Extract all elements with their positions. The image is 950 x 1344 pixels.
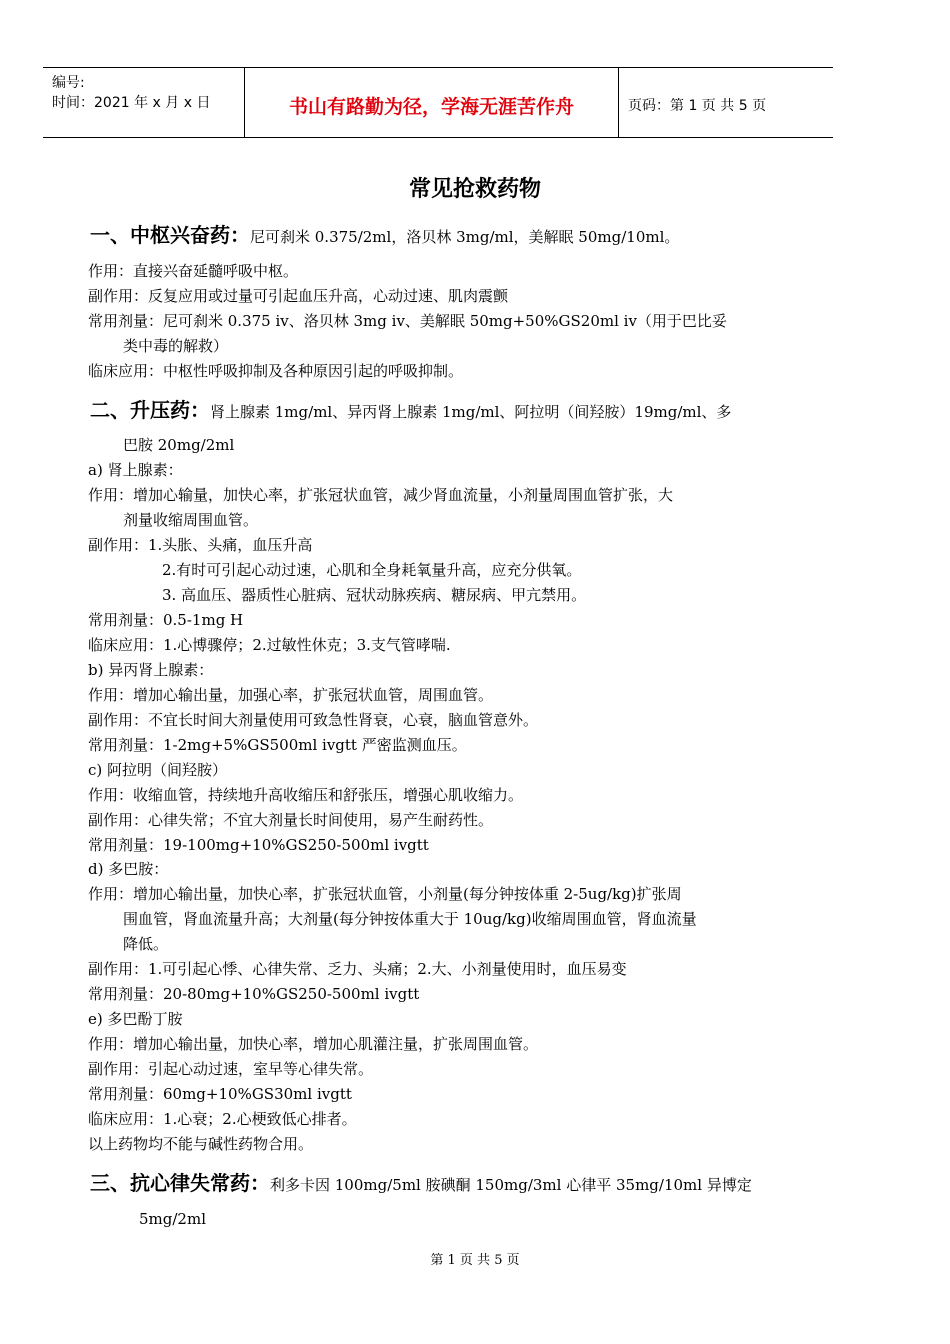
section-1-heading-row [90, 222, 679, 250]
s2e-effect: 作用：增加心输出量，加快心率，增加心肌灌注量，扩张周围血管。 [88, 1035, 539, 1053]
section-3-heading-text: 利多卡因 100mg/5ml 胺碘酮 150mg/3ml 心律平 35mg/10ml 异博定 [270, 1176, 752, 1194]
s2c-side-effect: 副作用：心律失常；不宜大剂量长时间使用，易产生耐药性。 [88, 811, 494, 829]
s2d-title: d) 多巴胺： [88, 860, 169, 878]
document-number-label: 编号: [52, 75, 85, 91]
s1-side-effect: 副作用：反复应用或过量可引起血压升高，心动过速、肌肉震颤 [88, 287, 509, 305]
page-footer: 第 1 页 共 5 页 [430, 1253, 520, 1268]
s2c-effect: 作用：收缩血管，持续地升高收缩压和舒张压，增强心肌收缩力。 [88, 786, 524, 804]
s2a-side-effect: 副作用：1.头胀、头痛，血压升高 [88, 536, 313, 554]
s2a-clinical-use: 临床应用：1.心博骤停；2.过敏性休克；3.支气管哮喘. [88, 636, 451, 654]
s2d-effect-cont: 围血管，肾血流量升高；大剂量(每分钟按体重大于 10ug/kg)收缩周围血管，肾血流量 [123, 910, 697, 928]
header-motto-cell [245, 68, 619, 137]
s2d-side-effect: 副作用：1.可引起心悸、心律失常、乏力、头痛；2.大、小剂量使用时，血压易变 [88, 960, 627, 978]
s2a-side-effect-3: 3. 高血压、器质性心脏病、冠状动脉疾病、糖尿病、甲亢禁用。 [162, 586, 587, 604]
document-title: 常见抢救药物 [408, 177, 541, 202]
s2c-dosage: 常用剂量：19-100mg+10%GS250-500ml ivgtt [88, 836, 429, 854]
s1-clinical-use: 临床应用：中枢性呼吸抑制及各种原因引起的呼吸抑制。 [88, 362, 464, 380]
s2-note: 以上药物均不能与碱性药物合用。 [88, 1135, 314, 1153]
s2a-side-effect-2: 2.有时可引起心动过速，心肌和全身耗氧量升高，应充分供氧。 [162, 561, 582, 579]
section-1-heading: 一、中枢兴奋药： [90, 223, 250, 247]
s2e-title: e) 多巴酚丁胺 [88, 1010, 183, 1028]
section-2-heading: 二、升压药： [90, 398, 210, 422]
s2e-clinical-use: 临床应用：1.心衰；2.心梗致低心排者。 [88, 1110, 357, 1128]
s2d-dosage: 常用剂量：20-80mg+10%GS250-500ml ivgtt [88, 985, 420, 1003]
s2b-title: b) 异丙肾上腺素： [88, 661, 214, 679]
s2c-title: c) 阿拉明（间羟胺） [88, 761, 228, 779]
s2d-effect-cont-2: 降低。 [123, 935, 169, 953]
s2b-dosage: 常用剂量：1-2mg+5%GS500ml ivgtt 严密监测血压。 [88, 736, 467, 754]
s2b-side-effect: 副作用：不宜长时间大剂量使用可致急性肾衰，心衰，脑血管意外。 [88, 711, 539, 729]
s2a-effect-cont: 剂量收缩周围血管。 [123, 511, 259, 529]
header-page-number: 页码：第 1 页 共 5 页 [628, 98, 767, 114]
section-3-heading-cont: 5mg/2ml [139, 1210, 206, 1228]
section-3-heading-row [90, 1170, 752, 1198]
header-meta-cell [43, 68, 245, 137]
section-1-heading-text: 尼可刹米 0.375/2ml，洛贝林 3mg/ml，美解眠 50mg/10ml。 [250, 228, 680, 246]
s1-dosage-cont: 类中毒的解救） [123, 337, 229, 355]
s2a-effect: 作用：增加心输量，加快心率，扩张冠状血管，减少肾血流量，小剂量周围血管扩张，大 [88, 486, 674, 504]
s1-effect: 作用：直接兴奋延髓呼吸中枢。 [88, 262, 299, 280]
document-time-label: 时间：2021 年 x 月 x 日 [52, 95, 211, 111]
s2d-effect: 作用：增加心输出量，加快心率，扩张冠状血管，小剂量(每分钟按体重 2-5ug/kg)扩张周 [88, 885, 682, 903]
header-page-cell [619, 68, 833, 137]
s2e-dosage: 常用剂量：60mg+10%GS30ml ivgtt [88, 1085, 352, 1103]
section-2-heading-cont: 巴胺 20mg/2ml [123, 436, 235, 454]
section-2-heading-row [90, 397, 731, 425]
s1-dosage: 常用剂量：尼可刹米 0.375 iv、洛贝林 3mg iv、美解眠 50mg+50%GS20ml iv（用于巴比妥 [88, 312, 727, 330]
section-2-heading-text: 肾上腺素 1mg/ml、异丙肾上腺素 1mg/ml、阿拉明（间羟胺）19mg/ml、多 [210, 403, 732, 421]
s2a-dosage: 常用剂量：0.5-1mg H [88, 611, 244, 629]
s2a-title: a) 肾上腺素： [88, 461, 183, 479]
s2b-effect: 作用：增加心输出量，加强心率，扩张冠状血管，周围血管。 [88, 686, 494, 704]
s2e-side-effect: 副作用：引起心动过速，室早等心律失常。 [88, 1060, 374, 1078]
page-header [43, 67, 833, 138]
section-3-heading: 三、抗心律失常药： [90, 1171, 270, 1195]
header-motto: 书山有路勤为径，学海无涯苦作舟 [288, 96, 574, 118]
